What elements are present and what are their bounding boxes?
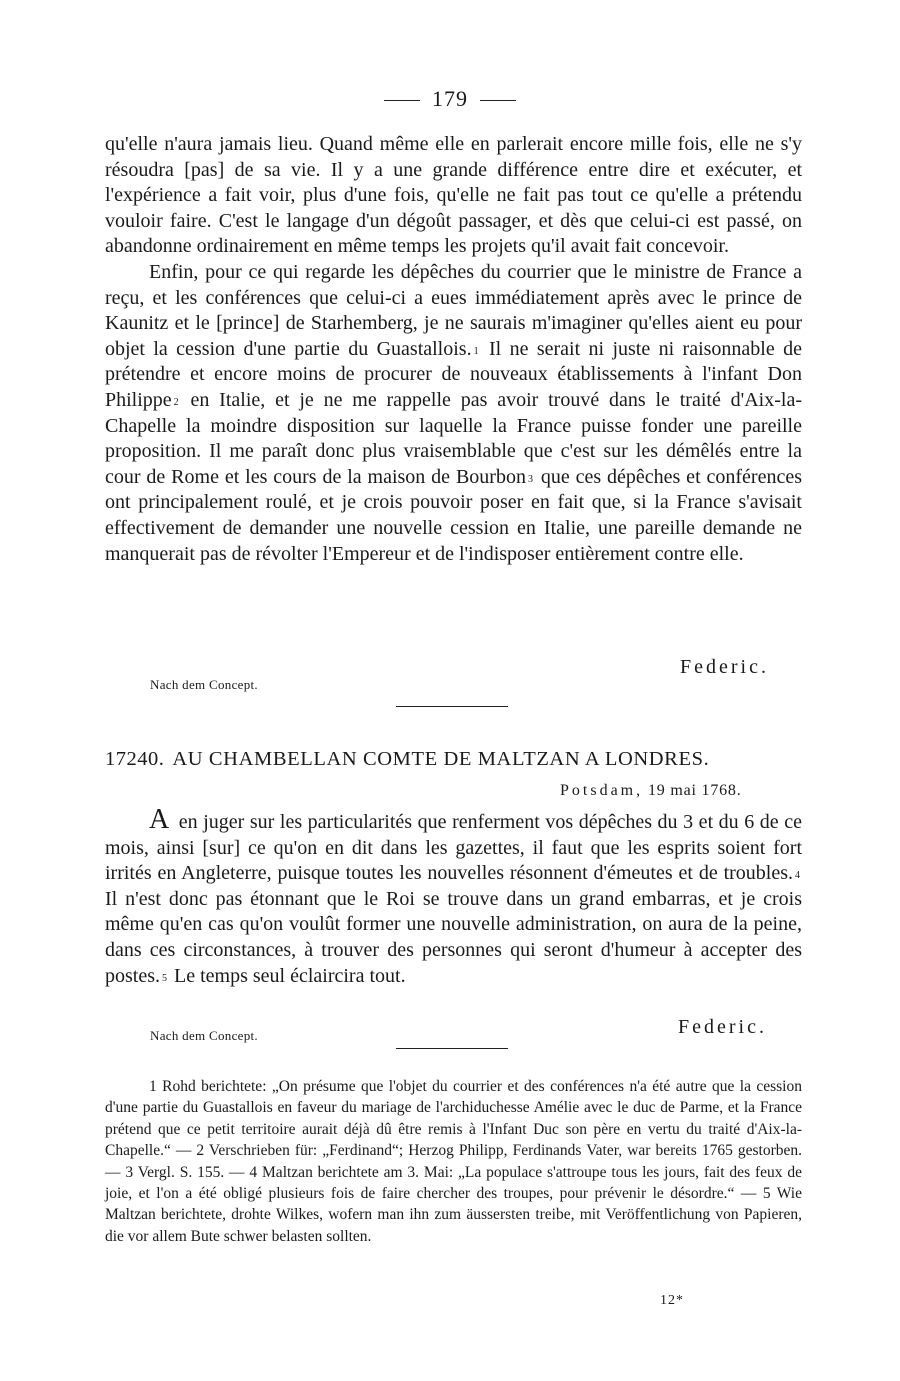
signature-mark: 12*: [660, 1293, 684, 1308]
letter-date: 19 mai 1768.: [647, 782, 742, 799]
paragraph-2: Enfin, pour ce qui regarde les dépêches du courrier que le ministre de France a reçu, et les conférences que celui-ci a eues immédiatement après avec le prince de Kaunitz et le [prince] de Starhemberg, je ne saurais m'imaginer qu'elles aient eu pour objet la cession d'une partie du Guastallois. $^1$ Il ne serait ni juste ni raisonnable de prétendre et encore moins de procurer de nouveaux établissements à l'infant Don Philippe $^2$ en Italie, et je ne me rappelle pas avoir trouvé dans le traité d'Aix-la-Chapelle la moindre disposition sur laquelle la France puisse fonder une pareille proposition. Il me paraît donc plus vraisemblable que c'est sur les démêlés entre la cour de Rome et les cours de la maison de Bourbon $^3$ que ces dépêches et conférences ont principalement roulé, et je crois pouvoir poser en fait que, si la France s'avisait effectivement de demander une nouvelle cession en Italie, une pareille demande ne manquerait pas de révolter l'Empereur et de l'indisposer entièrement contre elle.: [105, 260, 802, 565]
letter2-source-note: Nach dem Concept.: [150, 1028, 258, 1043]
drop-cap: A: [149, 804, 170, 835]
letter1-signature: Federic.: [680, 656, 769, 678]
letter2-signature: Federic.: [678, 1016, 767, 1038]
letter2-title: [105, 748, 802, 771]
footnote-ref-4: 4: [795, 870, 800, 882]
letter-continuation: [105, 132, 802, 567]
place-name: Potsdam,: [560, 782, 644, 799]
section-divider-2: [396, 1048, 508, 1049]
letter2-paragraph: A en juger sur les particularités que renferment vos dépêches du 3 et du 6 de ce mois, ainsi [sur] ce qu'on en dit dans les gazettes, il faut que les esprits soient fort irrités en Angleterre, puisque toutes les nouvelles résonnent d'émeutes et de troubles. $^4$ Il n'est donc pas étonnant que le Roi se trouve dans un grand embarras, et je crois même qu'en cas qu'on voulût former une nouvelle administration, on aura de la peine, dans ces circonstances, à trouver des personnes qui seront d'humeur à accepter des postes. $^5$ Le temps seul éclaircira tout.: [105, 804, 802, 987]
letter1-source-note: Nach dem Concept.: [150, 677, 258, 692]
footnote-ref-3: 3: [527, 473, 533, 485]
letter-number: 17240.: [105, 748, 165, 770]
footnote-ref-2: 2: [173, 396, 179, 408]
header-dash-left: [384, 100, 420, 101]
section-divider-1: [396, 706, 508, 707]
page-header: [0, 86, 900, 112]
letter2-place-date: [560, 782, 742, 800]
footnotes-text: 1 Rohd berichtete: „On présume que l'objet du courrier et des conférences n'a été autre que la cession d'une partie du Guastallois en faveur du mariage de l'archiduchesse Amélie avec le duc de Parme, et la France prétend que ce petit territoire aurait déjà dû être remis à l'Infant Duc son père en vertu du traité d'Aix-la-Chapelle.“ — 2 Verschrieben für: „Ferdinand“; Herzog Philipp, Ferdinands Vater, war bereits 1765 gestorben. — 3 Vergl. S. 155. — 4 Maltzan berichtete am 3. Mai: „La populace s'attroupe tous les jours, fait des feux de joie, et l'on a été obligé plusieurs fois de faire chercher des troupes, pour prévenir le désordre.“ — 5 Wie Maltzan berichtete, drohte Wilkes, wofern man ihn zum äussersten treibe, mit Veröffentlichung von Papieren, die vor allem Bute schwer belasten sollten.: [105, 1078, 802, 1245]
page-number: 179: [432, 86, 468, 111]
footnote-ref-5: 5: [162, 972, 167, 984]
header-dash-right: [480, 100, 516, 101]
letter-heading: AU CHAMBELLAN COMTE DE MALTZAN A LONDRES.: [172, 748, 710, 770]
footnote-ref-1: 1: [473, 345, 479, 357]
paragraph-1: qu'elle n'aura jamais lieu. Quand même elle en parlerait encore mille fois, elle ne s'y résoudra [pas] de sa vie. Il y a une grande différence entre dire et exécuter, et l'expérience a fait voir, plus d'une fois, qu'elle ne fait pas tout ce qu'elle a prétendu vouloir faire. C'est le langage d'un dégoût passager, et dès que celui-ci est passé, on abandonne ordinairement en même temps les projets qu'il avait fait concevoir.: [105, 133, 802, 258]
footnotes: [105, 1076, 802, 1247]
letter2-body: [105, 804, 802, 989]
